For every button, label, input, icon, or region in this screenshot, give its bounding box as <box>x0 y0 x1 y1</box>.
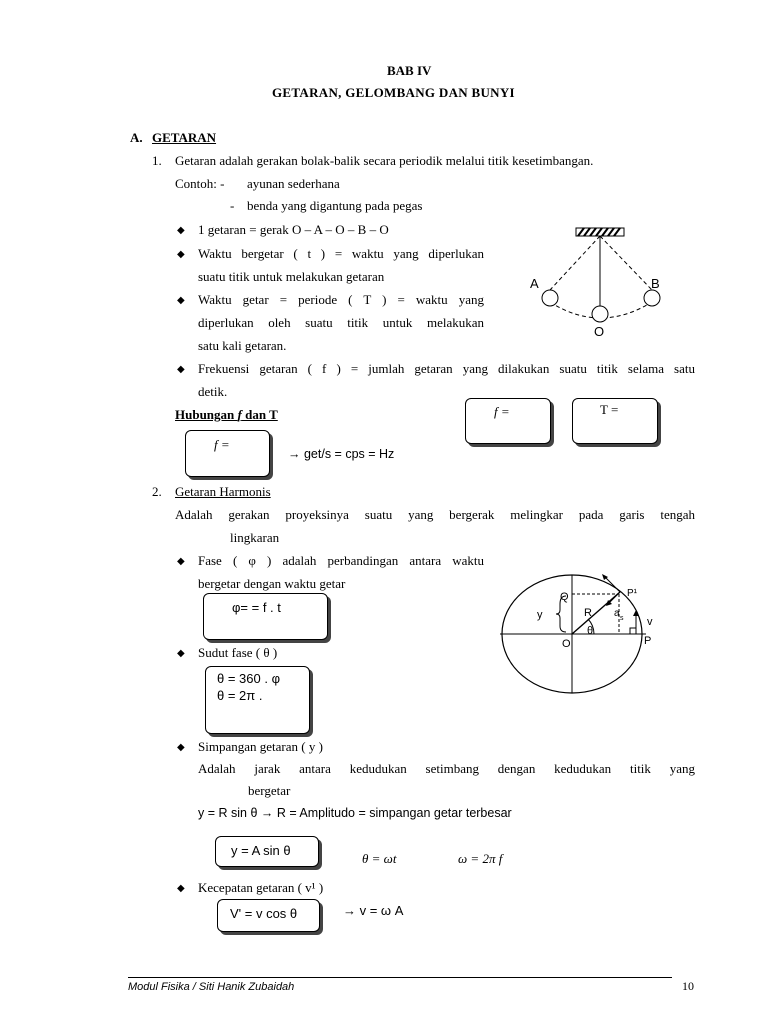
item2-def-line1: Adalah gerakan proyeksinya suatu yang bergerak melingkar pada garis tengah <box>175 507 695 522</box>
right-angle-marker <box>630 628 636 634</box>
bullet3-line2: diperlukan oleh suatu titik untuk melakukan <box>198 315 484 330</box>
bullet4-line1: Frekuensi getaran ( f ) = jumlah getaran yang dilakukan suatu titik selama satu <box>198 361 695 376</box>
section-a-title: GETARAN <box>152 130 217 145</box>
label-o: O <box>594 324 605 339</box>
pendulum-diagram <box>520 222 680 340</box>
fase-line2: bergetar dengan waktu getar <box>198 576 346 591</box>
bullet-icon: ◆ <box>177 364 185 375</box>
footer-rule <box>128 977 672 978</box>
label-as: a <box>614 608 620 619</box>
item2-number: 2. <box>152 484 162 499</box>
footer-text: Modul Fisika / Siti Hanik Zubaidah <box>128 981 295 993</box>
bullet-icon: ◆ <box>177 742 185 753</box>
label-p: P <box>644 635 652 647</box>
simpangan-formula: y = A sin θ <box>231 843 291 858</box>
bob-o <box>592 306 608 322</box>
box-f-top-label: f = <box>494 404 510 419</box>
fase-formula: φ= = f . t <box>232 600 281 615</box>
bullet4-line2: detik. <box>198 384 228 399</box>
box-f-bottom-label: f = <box>214 437 230 452</box>
tangent-arrow <box>604 576 620 592</box>
sudut-formula-2: θ = 2π . <box>217 688 263 703</box>
sudut-title: Sudut fase ( θ ) <box>198 645 278 660</box>
relation-title: Hubungan f dan T <box>175 407 278 422</box>
bob-a <box>542 290 558 306</box>
harmonic-circle-diagram <box>496 572 676 698</box>
fase-line1: Fase ( φ ) adalah perbandingan antara waktu <box>198 553 484 568</box>
label-r: R <box>584 607 592 619</box>
simpangan-line1: Adalah jarak antara kedudukan setimbang dengan kedudukan titik yang <box>198 761 695 776</box>
label-q: Q <box>560 591 569 603</box>
bullet2-line1: Waktu bergetar ( t ) = waktu yang diperlukan <box>198 246 484 261</box>
section-a-label: A. <box>130 130 143 145</box>
label-a: A <box>530 276 539 291</box>
bullet-icon: ◆ <box>177 883 185 894</box>
item1-number: 1. <box>152 153 162 168</box>
label-y: y <box>537 609 543 621</box>
kecepatan-equation: → v = ω A <box>343 903 404 918</box>
label-b: B <box>651 276 660 291</box>
example-2: benda yang digantung pada pegas <box>247 198 423 213</box>
bullet-icon: ◆ <box>177 556 185 567</box>
bullet3-line3: satu kali getaran. <box>198 338 287 353</box>
chapter-label: BAB IV <box>387 63 432 78</box>
item2-def-line2: lingkaran <box>230 530 280 545</box>
radius-line <box>572 592 620 634</box>
item1-definition: Getaran adalah gerakan bolak-balik secara periodik melalui titik kesetimbangan. <box>175 153 594 168</box>
frequency-units: → get/s = cps = Hz <box>288 447 395 461</box>
label-p1: P¹ <box>627 588 637 599</box>
label-v: v <box>647 616 653 628</box>
string-left <box>550 236 600 290</box>
bullet-icon: ◆ <box>177 249 185 260</box>
theta-equation: θ = ωt <box>362 851 397 866</box>
example-2-dash: - <box>230 198 235 213</box>
bob-b <box>644 290 660 306</box>
bullet1-text: 1 getaran = gerak O – A – O – B – O <box>198 222 389 237</box>
bullet-icon: ◆ <box>177 295 185 306</box>
bullet-icon: ◆ <box>177 648 185 659</box>
simpangan-title: Simpangan getaran ( y ) <box>198 739 323 754</box>
label-theta: θ <box>587 625 594 637</box>
bullet-icon: ◆ <box>177 225 185 236</box>
page-number: 10 <box>682 979 694 993</box>
label-o: O <box>562 638 571 650</box>
sudut-formula-1: θ = 360 . φ <box>217 671 281 686</box>
bullet2-line2: suatu titik untuk melakukan getaran <box>198 269 385 284</box>
example-1: ayunan sederhana <box>247 176 340 191</box>
omega-equation: ω = 2π f <box>458 851 503 866</box>
simpangan-equation: y = R sin θ → R = Amplitudo = simpangan getar terbesar <box>198 806 512 820</box>
label-as-sub: s <box>620 615 624 622</box>
kecepatan-formula: V' = v cos θ <box>230 906 298 921</box>
simpangan-line2: bergetar <box>248 783 291 798</box>
box-T-label: T = <box>600 402 619 417</box>
string-right <box>600 236 652 290</box>
chapter-title: GETARAN, GELOMBANG DAN BUNYI <box>272 85 515 100</box>
bullet3-line1: Waktu getar = periode ( T ) = waktu yang <box>198 292 484 307</box>
item2-title: Getaran Harmonis <box>175 484 271 499</box>
kecepatan-title: Kecepatan getaran ( v¹ ) <box>198 880 324 895</box>
example-label: Contoh: - <box>175 176 225 191</box>
